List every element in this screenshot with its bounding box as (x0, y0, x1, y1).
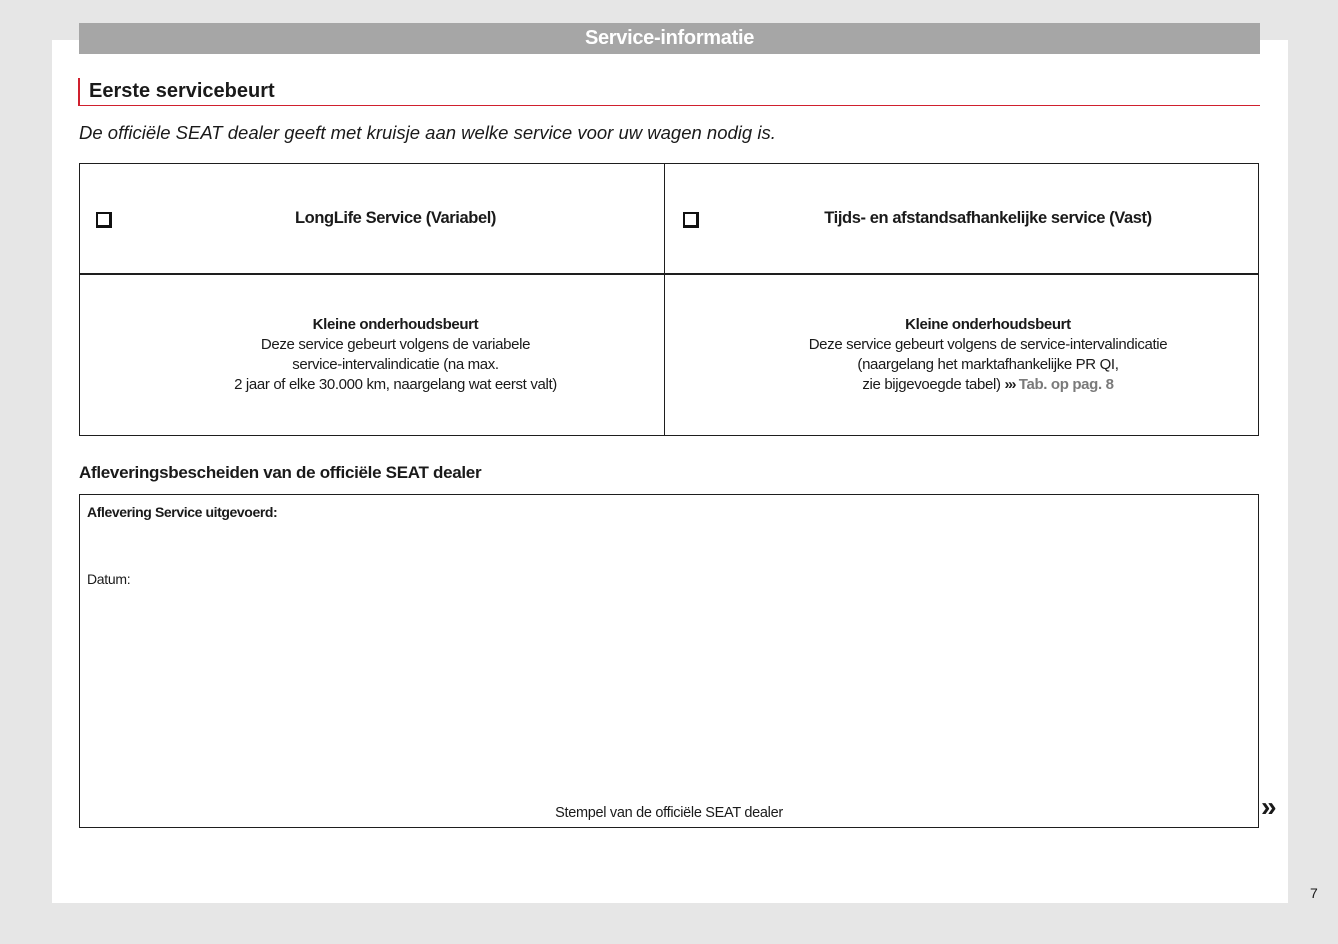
section-title: Eerste servicebeurt (89, 80, 275, 102)
body-line: (naargelang het marktafhankelijke PR QI, (857, 356, 1119, 373)
cross-reference-marker: ››› (1004, 376, 1015, 393)
intro-text: De officiële SEAT dealer geeft met kruisje aan welke service voor uw wagen nodig is. (79, 122, 776, 143)
continued-marker: » (1261, 791, 1277, 822)
body-line: Deze service gebeurt volgens de variabele (260, 336, 531, 353)
service-performed-label: Aflevering Service uitgevoerd: (87, 504, 278, 520)
body-title: Kleine onderhoudsbeurt (905, 316, 1071, 333)
delivery-section-title: Afleveringsbescheiden van de officiële SEAT dealer (79, 463, 482, 482)
fixed-service-header (665, 164, 1258, 275)
delivery-record-box (79, 494, 1259, 828)
longlife-service-title: LongLife Service (Variabel) (294, 209, 497, 227)
body-title: Kleine onderhoudsbeurt (312, 316, 479, 333)
dealer-stamp-label: Stempel van de officiële SEAT dealer (555, 805, 783, 821)
cross-reference-link[interactable]: Tab. op pag. 8 (1018, 376, 1114, 393)
page-number: 7 (1310, 885, 1318, 901)
body-line: Deze service gebeurt volgens de service-intervalindicatie (808, 336, 1168, 353)
longlife-service-description (80, 275, 665, 435)
empty-checkbox-icon (683, 212, 699, 228)
body-line-text: zie bijgevoegde tabel) (862, 376, 1001, 393)
body-line: service-intervalindicatie (na max. (292, 356, 499, 373)
fixed-service-description (665, 275, 1258, 435)
body-line: 2 jaar of elke 30.000 km, naargelang wat eerst valt) (234, 376, 557, 393)
fixed-service-title: Tijds- en afstandsafhankelijke service (Vast) (824, 209, 1152, 227)
empty-checkbox-icon (96, 212, 112, 228)
section-header-bar: Service-informatie (79, 23, 1260, 54)
section-accent-bar (78, 78, 80, 106)
service-type-table (79, 163, 1259, 436)
section-underline (78, 105, 1260, 106)
date-label: Datum: (87, 571, 131, 587)
longlife-service-header (80, 164, 665, 275)
body-line-with-reference (862, 375, 1113, 395)
